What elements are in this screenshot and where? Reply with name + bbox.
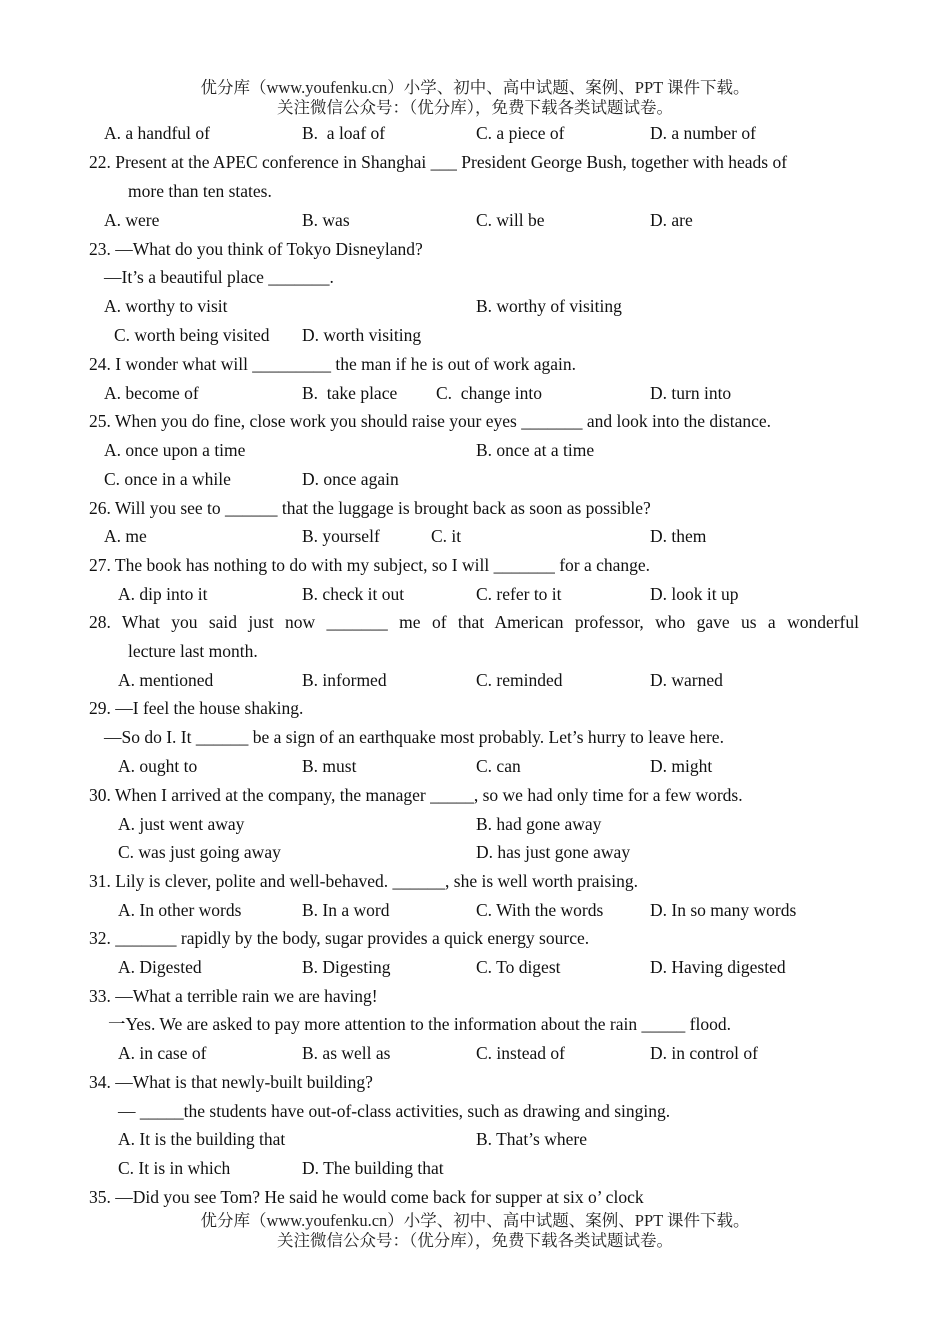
q24-stem: 24. I wonder what will _________ the man if he is out of work again. bbox=[89, 354, 576, 374]
q25-option-d: D. once again bbox=[302, 469, 399, 489]
q26-option-b: B. yourself bbox=[302, 526, 380, 546]
q30-option-c: C. was just going away bbox=[118, 842, 281, 862]
header-line-1: 优分库（www.youfenku.cn）小学、初中、高中试题、案例、PPT 课件下载。 bbox=[200, 78, 750, 97]
q27-option-a: A. dip into it bbox=[118, 584, 208, 604]
q34-reply: — _____the students have out-of-class activities, such as drawing and singing. bbox=[118, 1101, 671, 1121]
q29-option-b: B. must bbox=[302, 756, 357, 776]
q24-option-b: B. take place bbox=[302, 383, 398, 403]
header-line-2: 关注微信公众号：（优分库），免费下载各类试题试卷。 bbox=[277, 98, 673, 117]
footer-line-1: 优分库（www.youfenku.cn）小学、初中、高中试题、案例、PPT 课件下载。 bbox=[200, 1211, 750, 1230]
q32-stem: 32. _______ rapidly by the body, sugar provides a quick energy source. bbox=[89, 928, 590, 948]
q32-option-b: B. Digesting bbox=[302, 957, 391, 977]
q29-option-a: A. ought to bbox=[118, 756, 198, 776]
q33-option-a: A. in case of bbox=[118, 1043, 207, 1063]
q30-option-b: B. had gone away bbox=[476, 814, 602, 834]
q23-option-d: D. worth visiting bbox=[302, 325, 422, 345]
q31-option-b: B. In a word bbox=[302, 900, 390, 920]
q27-stem: 27. The book has nothing to do with my subject, so I will _______ for a change. bbox=[89, 555, 651, 575]
q31-option-c: C. With the words bbox=[476, 900, 604, 920]
q23-option-c: C. worth being visited bbox=[114, 325, 270, 345]
q26-option-c: C. it bbox=[431, 526, 462, 546]
q33-option-b: B. as well as bbox=[302, 1043, 391, 1063]
q22-stem: 22. Present at the APEC conference in Shanghai ___ President George Bush, together with heads of bbox=[89, 152, 788, 172]
q26-stem: 26. Will you see to ______ that the luggage is brought back as soon as possible? bbox=[89, 498, 651, 518]
q25-option-a: A. once upon a time bbox=[104, 440, 246, 460]
q30-option-a: A. just went away bbox=[118, 814, 245, 834]
q34-option-a: A. It is the building that bbox=[118, 1129, 286, 1149]
q23-reply: —It’s a beautiful place _______. bbox=[104, 267, 334, 287]
q27-option-d: D. look it up bbox=[650, 584, 739, 604]
q24-option-d: D. turn into bbox=[650, 383, 732, 403]
q31-stem: 31. Lily is clever, polite and well-behaved. ______, she is well worth praising. bbox=[89, 871, 638, 891]
q32-option-c: C. To digest bbox=[476, 957, 561, 977]
q27-option-b: B. check it out bbox=[302, 584, 405, 604]
q29-stem: 29. —I feel the house shaking. bbox=[89, 698, 304, 718]
q33-stem: 33. —What a terrible rain we are having! bbox=[89, 986, 378, 1006]
q26-option-a: A. me bbox=[104, 526, 147, 546]
q25-option-b: B. once at a time bbox=[476, 440, 595, 460]
q28-option-d: D. warned bbox=[650, 670, 723, 690]
footer-line-2: 关注微信公众号：（优分库），免费下载各类试题试卷。 bbox=[277, 1231, 673, 1250]
q34-option-b: B. That’s where bbox=[476, 1129, 587, 1149]
q28-stem: 28. What you said just now _______ me of that American professor, who gave us a wonderful bbox=[89, 612, 859, 632]
q22-option-d: D. are bbox=[650, 210, 693, 230]
q33-reply: 一Yes. We are asked to pay more attention to the information about the rain _____ flood. bbox=[108, 1014, 731, 1034]
q33-option-d: D. in control of bbox=[650, 1043, 758, 1063]
q31-option-a: A. In other words bbox=[118, 900, 242, 920]
q25-stem: 25. When you do fine, close work you should raise your eyes _______ and look into the distance. bbox=[89, 411, 772, 431]
q33-option-c: C. instead of bbox=[476, 1043, 565, 1063]
q28-option-b: B. informed bbox=[302, 670, 387, 690]
q29-option-d: D. might bbox=[650, 756, 713, 776]
q29-reply: —So do I. It ______ be a sign of an earthquake most probably. Let’s hurry to leave here. bbox=[104, 727, 724, 747]
q32-option-d: D. Having digested bbox=[650, 957, 786, 977]
q34-option-d: D. The building that bbox=[302, 1158, 444, 1178]
q23-option-b: B. worthy of visiting bbox=[476, 296, 622, 316]
q21-option-b: B. a loaf of bbox=[302, 123, 386, 143]
q25-option-c: C. once in a while bbox=[104, 469, 231, 489]
q21-option-c: C. a piece of bbox=[476, 123, 565, 143]
q27-option-c: C. refer to it bbox=[476, 584, 562, 604]
q30-stem: 30. When I arrived at the company, the manager _____, so we had only time for a few words. bbox=[89, 785, 743, 805]
q26-option-d: D. them bbox=[650, 526, 707, 546]
q32-option-a: A. Digested bbox=[118, 957, 202, 977]
q22-option-a: A. were bbox=[104, 210, 160, 230]
q35-stem: 35. —Did you see Tom? He said he would come back for supper at six o’ clock bbox=[89, 1187, 644, 1207]
q34-stem: 34. —What is that newly-built building? bbox=[89, 1072, 373, 1092]
q21-option-d: D. a number of bbox=[650, 123, 756, 143]
q30-option-d: D. has just gone away bbox=[476, 842, 631, 862]
q28-option-a: A. mentioned bbox=[118, 670, 214, 690]
q34-option-c: C. It is in which bbox=[118, 1158, 231, 1178]
q28-stem-cont: lecture last month. bbox=[128, 641, 258, 661]
q22-stem-cont: more than ten states. bbox=[128, 181, 272, 201]
q31-option-d: D. In so many words bbox=[650, 900, 797, 920]
q24-option-c: C. change into bbox=[436, 383, 542, 403]
q24-option-a: A. become of bbox=[104, 383, 199, 403]
q22-option-c: C. will be bbox=[476, 210, 545, 230]
q21-option-a: A. a handful of bbox=[104, 123, 210, 143]
q22-option-b: B. was bbox=[302, 210, 350, 230]
q23-option-a: A. worthy to visit bbox=[104, 296, 228, 316]
q28-option-c: C. reminded bbox=[476, 670, 563, 690]
q29-option-c: C. can bbox=[476, 756, 521, 776]
q23-stem: 23. —What do you think of Tokyo Disneyland? bbox=[89, 239, 423, 259]
